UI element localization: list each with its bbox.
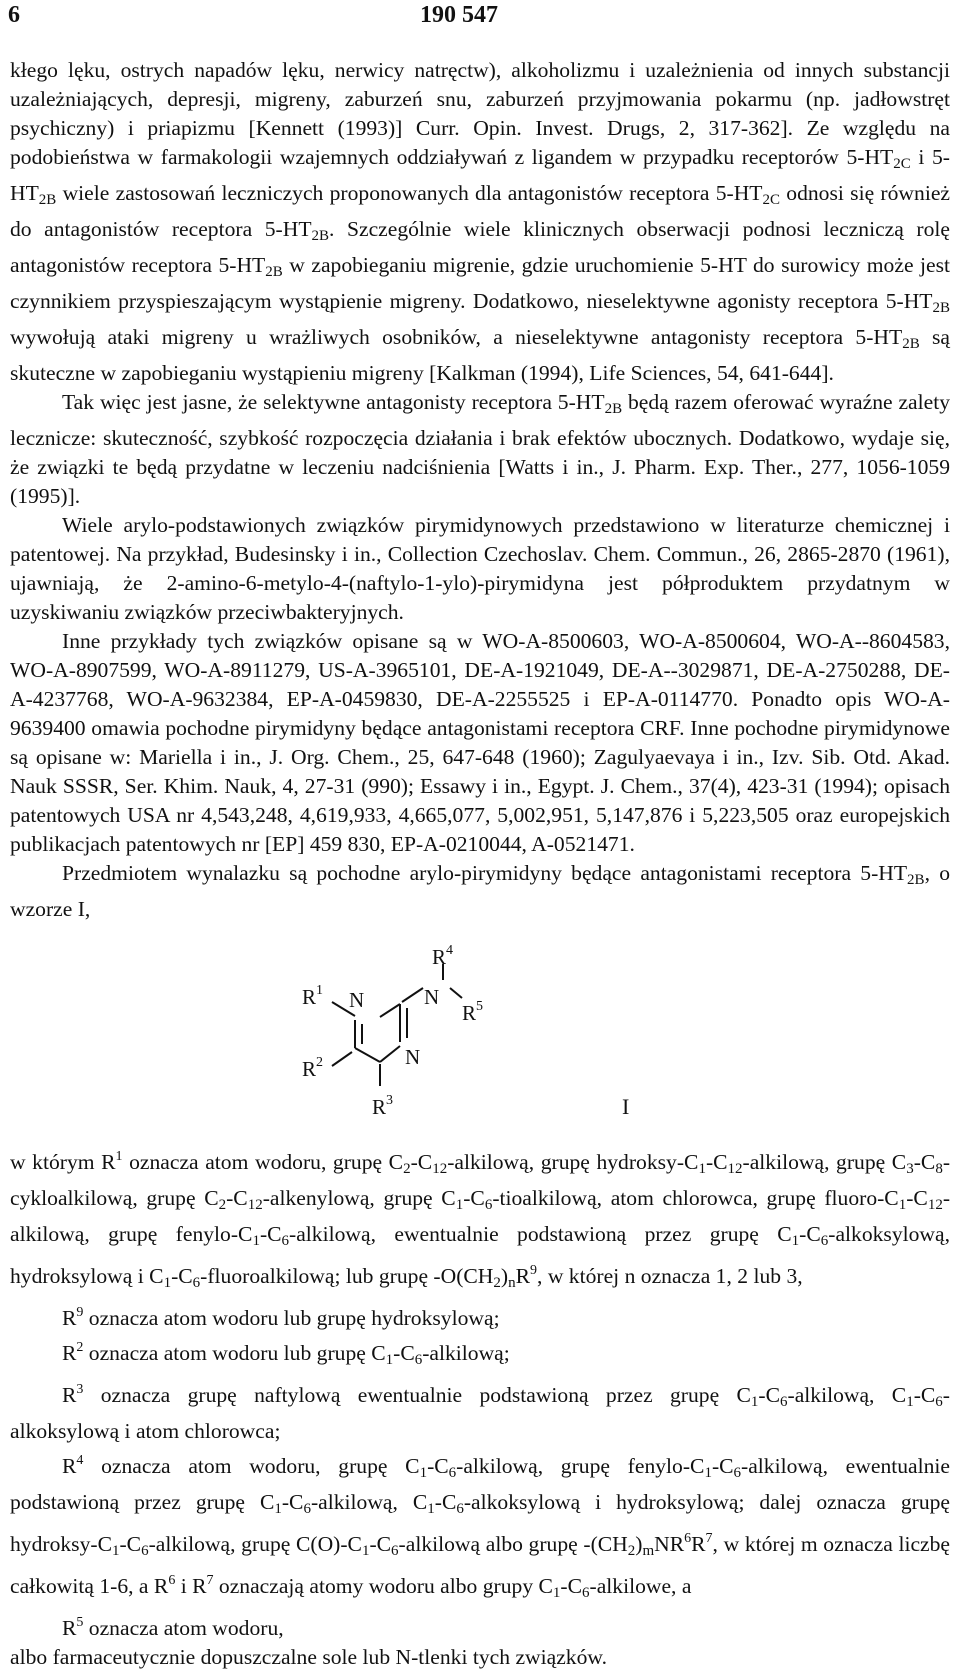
chemical-formula-I: [10, 924, 950, 1142]
paragraph-1: kłego lęku, ostrych napadów lęku, nerwicy natręctw), alkoholizmu i uzależnienia od innych substancji uzależniających, depresji, migreny, zaburzeń snu, zaburzeń przyjmowania pokarmu (np. jadłowstręt psychiczny) i priapizmu [Kennett (1993)] Curr. Opin. Invest. Drugs, 2, 317-362]. Ze względu na podobieństwa w farmakologii wzajemnych oddziaływań z ligandem w przypadku receptorów $5-HT_{2C}$ i $5-HT_{2B}$ wiele zastosowań leczniczych proponowanych dla antagonistów receptora $5-HT_{2C}$ odnosi się również do antagonistów receptora $5-HT_{2B}$. Szczególnie wiele klinicznych obserwacji podnosi leczniczą rolę antagonistów receptora $5-HT_{2B}$ w zapobieganiu migrenie, gdzie uruchomienie 5-HT do surowicy może jest czynnikiem przyspieszającym wystąpienie migreny. Dodatkowo, nieselektywne agonisty receptora $5-HT_{2B}$ wywołują ataki migreny u wrażliwych osobników, a nieselektywne antagonisty receptora $5-HT_{2B}$ są skuteczne w zapobieganiu wystąpieniu migreny [Kalkman (1994), Life Sciences, 54, 641-644].: [10, 58, 951, 385]
r5-label: $R^5$: [462, 999, 484, 1025]
r2-label: $R^2$: [302, 1055, 324, 1081]
definition-r5: $R^5$ oznacza atom wodoru,: [62, 1615, 284, 1640]
document-body: [10, 56, 950, 1672]
ring-nitrogen-2: N: [405, 1045, 421, 1069]
amine-nitrogen: N: [424, 985, 440, 1009]
r1-label: $R^1$: [302, 983, 324, 1009]
paragraph-2: Tak więc jest jasne, że selektywne antagonisty receptora $5-HT_{2B}$ będą razem oferować wyraźne zalety lecznicze: skuteczność, szybkość rozpoczęcia działania i brak efektów ubocznych. Dodatkowo, wydaje się, że związki te będą przydatne w leczeniu nadciśnienia [Watts i in., J. Pharm. Exp. Ther., 277, 1056-1059 (1995)].: [10, 390, 951, 508]
document-id: 190 547: [420, 2, 498, 28]
ring-nitrogen-1: N: [349, 988, 365, 1012]
definition-r2: $R^2$ oznacza atom wodoru lub grupę $C_1-C_6$-alkilową;: [62, 1340, 510, 1368]
paragraph-4: Inne przykłady tych związków opisane są w WO-A-8500603, WO-A-8500604, WO-A--8604583, WO-A-8907599, WO-A-8911279, US-A-3965101, DE-A-1921049, DE-A--3029871, DE-A-2750288, DE-A-4237768, WO-A-9632384, EP-A-0459830, DE-A-2255525 i EP-A-0114770. Ponadto opis WO-A-9639400 omawia pochodne pirymidyny będące antagonistami receptora CRF. Inne pochodne pirymidynowe są opisane w: Mariella i in., J. Org. Chem., 25, 647-648 (1960); Zagulyaevaya i in., Izv. Sib. Otd. Akad. Nauk SSSR, Ser. Khim. Nauk, 4, 27-31 (990); Essawy i in., Egypt. J. Chem., 37(4), 423-31 (1994); opisach patentowych USA nr 4,543,248, 4,619,933, 4,665,077, 5,002,951, 5,147,876 i 5,223,505 oraz europejskich publikacjach patentowych nr [EP] 459 830, EP-A-0210044, A-0521471.: [10, 629, 950, 856]
r3-label: $R^3$: [372, 1093, 394, 1119]
definition-r4: $R^4$ oznacza atom wodoru, grupę $C_1-C_6$-alkilową, grupę fenylo-$C_1-C_6$-alkilową, ewentualnie podstawioną przez grupę $C_1-C_6$-alkilową, $C_1-C_6$-alkoksylową i hydroksylową; dalej oznacza grupę hydroksy-$C_1-C_6$-alkilową, grupę $C(O)-C_1-C_6$-alkilową albo grupę $-(CH_2)_mNR^6R^7$, w której m oznacza liczbę całkowitą 1-6, a $R^6$ i $R^7$ oznaczają atomy wodoru albo grupy $C_1-C_6$-alkilowe, a: [10, 1453, 951, 1601]
r4-label: $R^4$: [432, 943, 454, 969]
pyrimidine-structure: [10, 924, 710, 1142]
definition-r1: w którym $R^1$ oznacza atom wodoru, grupę $C_2-C_{12}$-alkilową, grupę hydroksy-$C_1-C_{12}$-alkilową, grupę $C_3-C_8$-cykloalkilową, grupę $C_2-C_{12}$-alkenylową, grupę $C_1-C_6$-tioalkilową, atom chlorowca, grupę fluoro-$C_1-C_{12}$-alkilową, grupę fenylo-$C_1-C_6$-alkilową, ewentualnie podstawioną przez grupę $C_1-C_6$-alkoksylową, hydroksylową i $C_1-C_6$-fluoroalkilową; lub grupę $-O(CH_2)_nR^9$, w której n oznacza 1, 2 lub 3,: [10, 1149, 951, 1291]
page-header: [0, 0, 960, 34]
formula-label: I: [622, 1094, 630, 1119]
definition-r9: $R^9$ oznacza atom wodoru lub grupę hydroksylową;: [62, 1305, 500, 1330]
paragraph-5: Przedmiotem wynalazku są pochodne arylo-pirymidyny będące antagonistami receptora $5-HT_{2B}$, o wzorze I,: [10, 861, 951, 921]
closing-line: albo farmaceutycznie dopuszczalne sole lub N-tlenki tych związków.: [10, 1645, 607, 1669]
page-number: 6: [8, 2, 20, 28]
definition-r3: $R^3$ oznacza grupę naftylową ewentualnie podstawioną przez grupę $C_1-C_6$-alkilową, $C_1-C_6$-alkoksylową i atom chlorowca;: [10, 1382, 950, 1443]
paragraph-3: Wiele arylo-podstawionych związków pirymidynowych przedstawiono w literaturze chemicznej i patentowej. Na przykład, Budesinsky i in., Collection Czechoslav. Chem. Commun., 26, 2865-2870 (1961), ujawniają, że 2-amino-6-metylo-4-(naftylo-1-ylo)-pirymidyna jest półproduktem przydatnym w uzyskiwaniu związków przeciwbakteryjnych.: [10, 513, 950, 624]
